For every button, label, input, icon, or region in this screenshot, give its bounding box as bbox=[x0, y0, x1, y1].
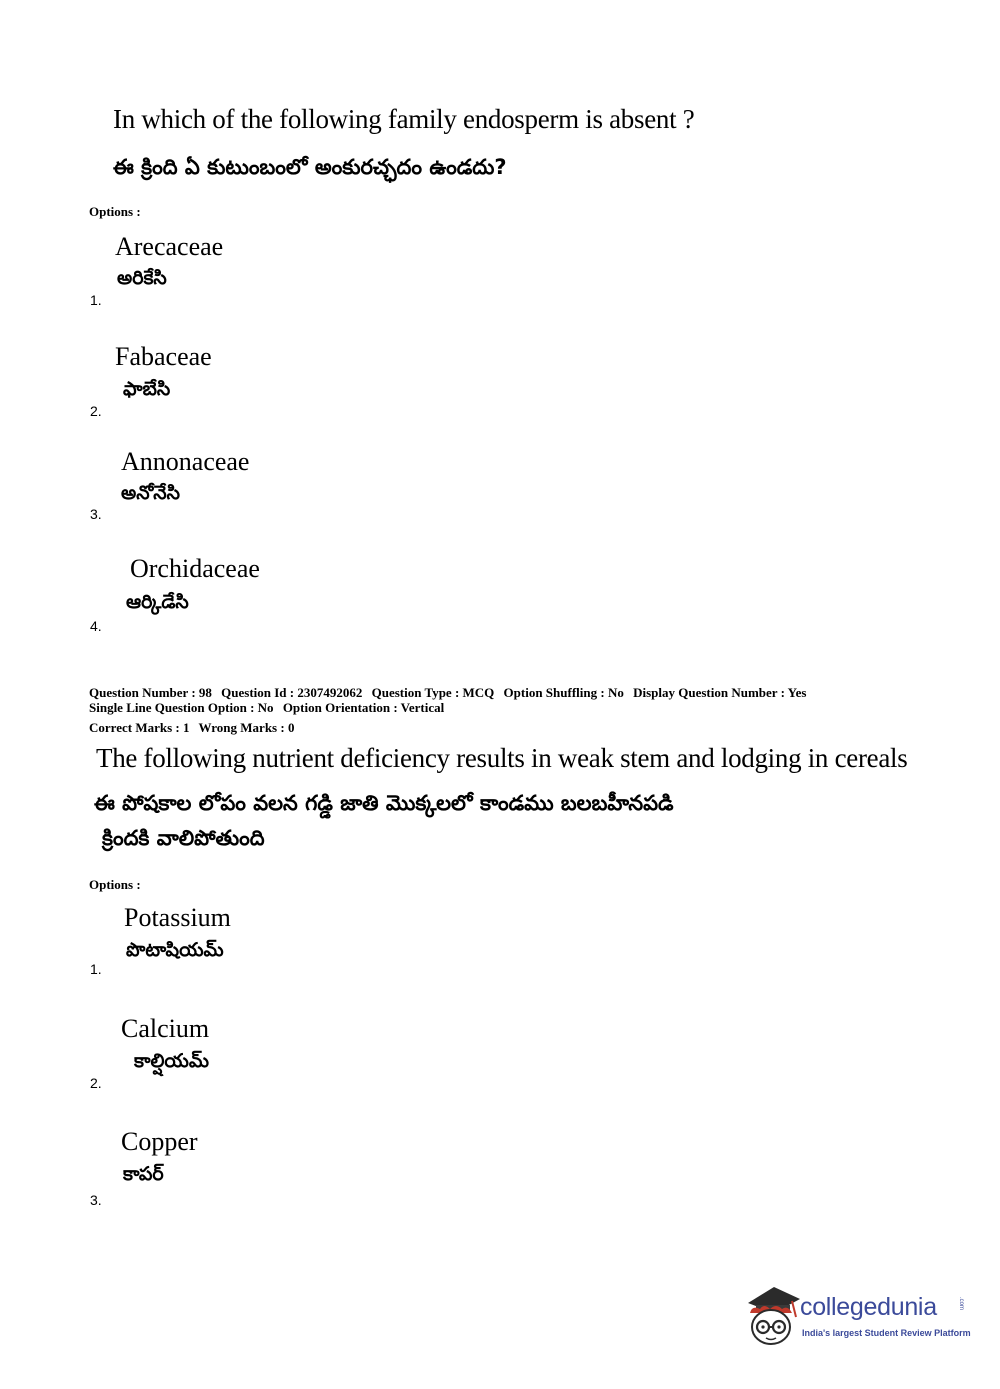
question-text-te-line-2: క్రిందకి వాలిపోతుంది bbox=[102, 826, 265, 850]
option-number: 2. bbox=[90, 403, 102, 419]
option-text-en: Calcium bbox=[121, 1014, 210, 1043]
meta-option-shuffling: Option Shuffling : No bbox=[503, 685, 624, 700]
question-meta bbox=[89, 685, 812, 735]
meta-line-1 bbox=[89, 685, 812, 700]
option-text-en: Potassium bbox=[124, 903, 231, 932]
option-number: 3. bbox=[90, 506, 102, 522]
option-text-en: Arecaceae bbox=[115, 232, 224, 261]
meta-line-3 bbox=[89, 720, 812, 735]
option-text-te: పొటాషియమ్ bbox=[126, 939, 224, 961]
option-text-te: ఫాబేసి bbox=[123, 378, 171, 400]
question-text-te: ఈ క్రింది ఏ కుటుంబంలో అంకురచ్ఛదం ఉండదు? bbox=[113, 155, 507, 179]
options-label: Options : bbox=[89, 877, 141, 892]
meta-wrong-marks: Wrong Marks : 0 bbox=[198, 720, 295, 735]
option-text-te: కాల్షియమ్ bbox=[134, 1050, 209, 1072]
collegedunia-logo bbox=[742, 1283, 972, 1353]
question-text-te-line-1: ఈ పోషకాల లోపం వలన గడ్డి జాతి మొక్కలలో కాండము బలబహీనపడి bbox=[94, 791, 674, 815]
option-number: 1. bbox=[90, 961, 102, 977]
meta-correct-marks: Correct Marks : 1 bbox=[89, 720, 190, 735]
option-number: 4. bbox=[90, 618, 102, 634]
meta-single-line: Single Line Question Option : No bbox=[89, 700, 274, 715]
meta-question-type: Question Type : MCQ bbox=[371, 685, 495, 700]
meta-line-2 bbox=[89, 700, 812, 715]
option-text-te: ఆర్కిడేసి bbox=[126, 591, 189, 613]
question-text-en: In which of the following family endosperm is absent ? bbox=[113, 104, 695, 134]
meta-question-number: Question Number : 98 bbox=[89, 685, 212, 700]
option-number: 1. bbox=[90, 292, 102, 308]
logo-tagline: India's largest Student Review Platform bbox=[802, 1328, 971, 1338]
logo-suffix: .com bbox=[958, 1297, 964, 1311]
options-label: Options : bbox=[89, 204, 141, 219]
meta-display-number: Display Question Number : Yes bbox=[633, 685, 807, 700]
meta-question-id: Question Id : 2307492062 bbox=[221, 685, 363, 700]
mascot-icon bbox=[742, 1283, 802, 1349]
option-text-te: అనోనేసి bbox=[121, 482, 180, 504]
logo-name: collegedunia bbox=[800, 1293, 937, 1321]
option-text-te: అరికేసి bbox=[117, 267, 167, 289]
option-text-en: Fabaceae bbox=[115, 342, 212, 371]
option-text-en: Copper bbox=[121, 1127, 198, 1156]
option-text-en: Orchidaceae bbox=[130, 554, 260, 583]
meta-orientation: Option Orientation : Vertical bbox=[282, 700, 445, 715]
option-number: 2. bbox=[90, 1075, 102, 1091]
question-text-en: The following nutrient deficiency results in weak stem and lodging in cereals bbox=[96, 743, 908, 773]
option-text-te: కాపర్ bbox=[123, 1163, 164, 1185]
option-text-en: Annonaceae bbox=[121, 447, 250, 476]
option-number: 3. bbox=[90, 1192, 102, 1208]
